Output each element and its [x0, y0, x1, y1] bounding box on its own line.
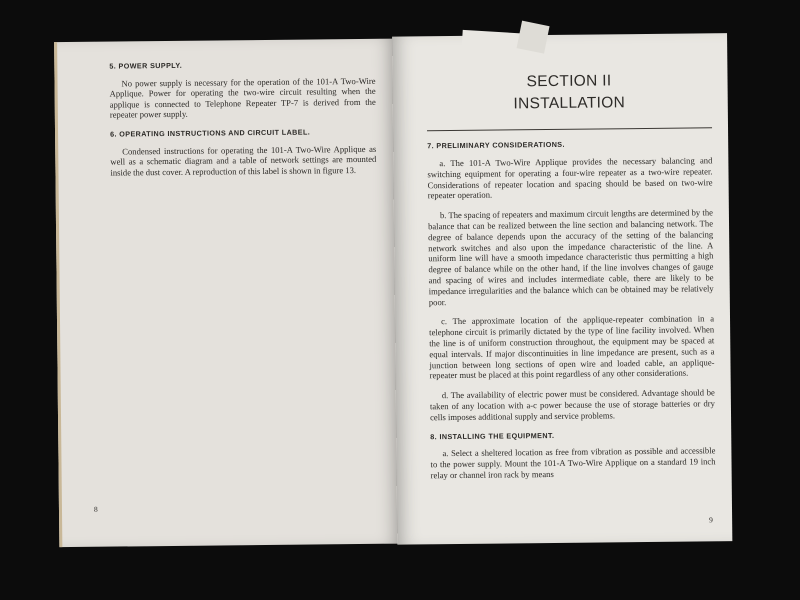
page-number-right: 9	[709, 515, 713, 525]
paragraph-8a: a. Select a sheltered location as free from vibration as possible and accessible to the power supply. Mount the 101-A Two-Wire Applique on a standard 19 inch relay or channel iron rack by means	[430, 445, 716, 481]
paragraph-7d: d. The availability of electric power must be considered. Advantage should be taken of any location with a-c power because the use of storage batteries or dry cells imposes additional supply and service problems.	[429, 387, 715, 423]
torn-paper-corner	[517, 21, 550, 54]
right-page	[392, 33, 732, 544]
power-supply-paragraph: No power supply is necessary for the operation of the 101-A Two-Wire Applique. Power for operating the two-wire circuit resulting when the applique is connected to Telephone Repeater TP-7 is derived from the repeater power supply.	[109, 75, 376, 120]
page-number-left: 8	[93, 504, 98, 514]
section-divider	[427, 127, 712, 131]
heading-installing-equipment: 8. INSTALLING THE EQUIPMENT.	[430, 430, 555, 441]
paragraph-7a: a. The 101-A Two-Wire Applique provides the necessary balancing and switching equipment for operating a four-wire repeater as a two-wire repeater. Considerations of repeater location and spacing should be based on two-wire repeater operation.	[427, 155, 713, 201]
torn-paper-scrap	[462, 30, 521, 53]
heading-operating-instructions: 6. OPERATING INSTRUCTIONS AND CIRCUIT LABEL.	[110, 127, 311, 139]
left-page	[54, 39, 400, 548]
paragraph-7b: b. The spacing of repeaters and maximum circuit lengths are determined by the balance that can be realized between the line section and balancing network. The degree of balance depends upon the accuracy of the setting of the balancing network switches and also upon the impedance characteristic of the line. A uniform line will have a smooth impedance characteristic thus permitting a high degree of balance while on the other hand, if the line involves changes of gauge and spacing of wires and includes intermediate cable, there are likely to be impedance irregularities and the balance which can be obtained may be relatively poor.	[427, 207, 714, 307]
paragraph-7c: c. The approximate location of the applique-repeater combination in a telephone circuit is primarily dictated by the type of line facility involved. When the line is of uniform construction throughout, the equipment may be spaced at equal intervals. If major discontinuities in line impedance are present, such as a junction between long sections of open wire and loaded cable, an applique-repeater must be placed at this point regardless of any other considerations.	[429, 313, 715, 381]
operating-instructions-paragraph: Condensed instructions for operating the 101-A Two-Wire Applique as well as a schematic diagram and a table of network settings are mounted inside the dust cover. A reproduction of this label is shown in figure 13.	[110, 143, 377, 178]
heading-power-supply: 5. POWER SUPPLY.	[109, 60, 183, 71]
section-label: SECTION II	[526, 72, 612, 91]
left-page-text	[109, 59, 376, 178]
heading-preliminary-considerations: 7. PRELIMINARY CONSIDERATIONS.	[427, 140, 565, 151]
section-name: INSTALLATION	[513, 94, 626, 113]
right-page-text	[426, 69, 715, 490]
open-manual	[52, 25, 732, 554]
